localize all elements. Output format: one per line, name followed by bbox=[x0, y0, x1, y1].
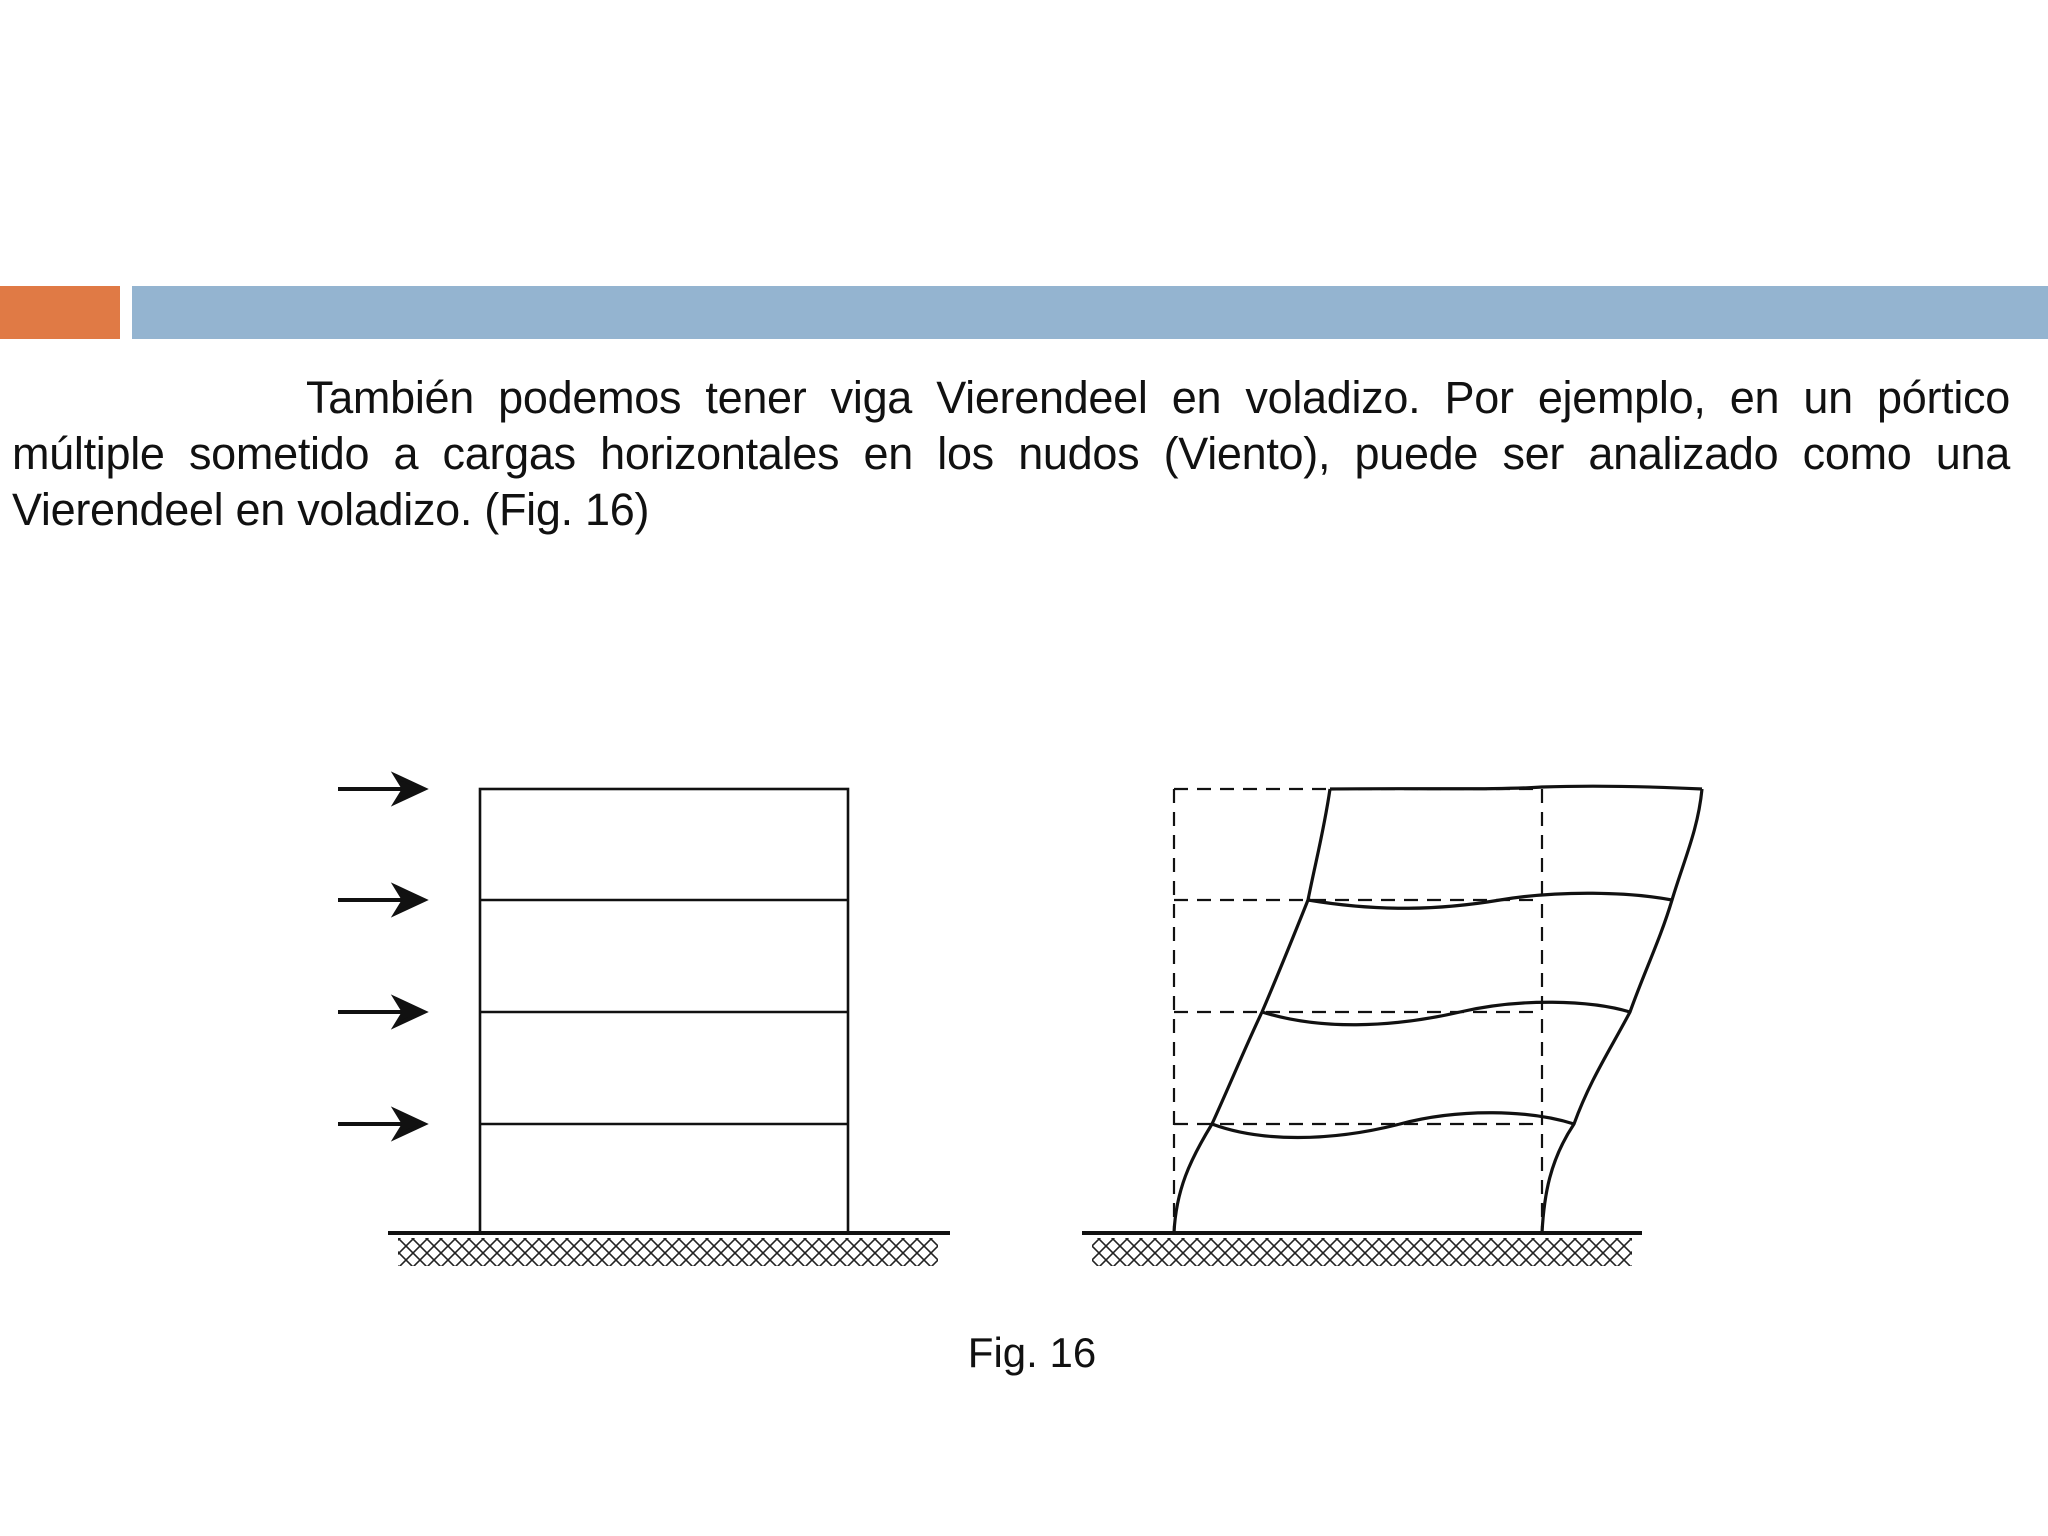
load-arrow-icon bbox=[338, 776, 424, 802]
figure-caption: Fig. 16 bbox=[967, 1329, 1097, 1376]
deformed-beam-4 bbox=[1330, 786, 1702, 789]
load-arrows bbox=[338, 776, 424, 1137]
body-paragraph: También podemos tener viga Vierendeel en voladizo. Por ejemplo, en un pórtico múltiple sometido a cargas horizontales en los nudos (Viento), puede ser analizado como una Vierendeel en voladizo. (Fig. 16) bbox=[12, 372, 2010, 535]
right-frame-undeformed bbox=[1174, 789, 1542, 1233]
deformed-beam-1 bbox=[1212, 1113, 1574, 1138]
left-ground bbox=[388, 1233, 950, 1266]
load-arrow-icon bbox=[338, 999, 424, 1025]
left-frame bbox=[480, 789, 848, 1233]
deformed-beam-2 bbox=[1262, 1002, 1630, 1025]
load-arrow-icon bbox=[338, 887, 424, 913]
load-arrow-icon bbox=[338, 1111, 424, 1137]
right-ground bbox=[1082, 1233, 1642, 1266]
right-frame-deformed bbox=[1174, 786, 1702, 1233]
